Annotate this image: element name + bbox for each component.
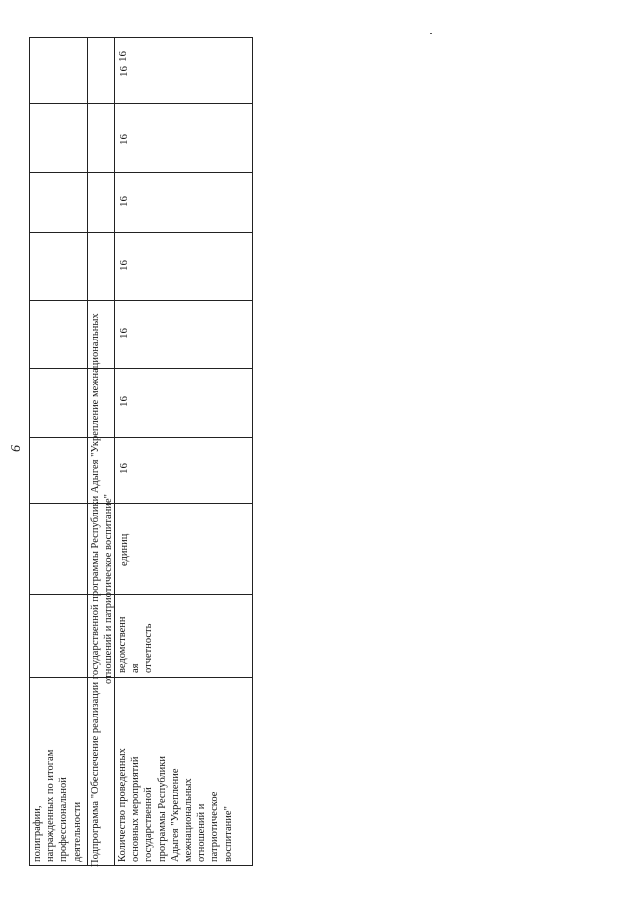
table-border-bottom [29, 865, 253, 866]
value-cell: 16 [117, 51, 129, 62]
value-cell: 16 [118, 463, 130, 474]
value-cell: 16 [118, 66, 130, 77]
table-rule [29, 172, 253, 173]
value-cell: 16 [118, 260, 130, 271]
table-rule [29, 594, 253, 595]
value-cell: 16 [118, 196, 130, 207]
subprogram-title: Подпрограмма "Обеспечение реализации государственной программы Республики Адыгея "Укрепление межнациональных отношений и патриотическое воспитание" [90, 313, 115, 867]
table-rule [29, 503, 253, 504]
value-cell: 16 [118, 134, 130, 145]
table-rule [29, 677, 253, 678]
table-border-right [252, 37, 253, 866]
table-rule [29, 368, 253, 369]
table-rule [29, 232, 253, 233]
table-border-left [29, 37, 30, 866]
prev-indicator-text: полиграфии, награжденных по итогам профессиональной деятельности [32, 749, 83, 862]
value-cell: 16 [118, 396, 130, 407]
table-rule [29, 103, 253, 104]
value-cell: 16 [118, 328, 130, 339]
row-divider [87, 37, 88, 866]
scan-speck [430, 33, 432, 34]
data-source: ведомственн ая отчетность [117, 616, 155, 673]
table-rule [29, 300, 253, 301]
unit-of-measure: единиц [119, 533, 130, 566]
indicator-name: Количество проведенных основных мероприятий государственной программы Республики Адыгея "Укрепление межнациональных отношений и патриотическое воспитание" [117, 748, 234, 862]
page-number: 6 [9, 445, 24, 452]
table-rule [29, 437, 253, 438]
table-border-top [29, 37, 253, 38]
